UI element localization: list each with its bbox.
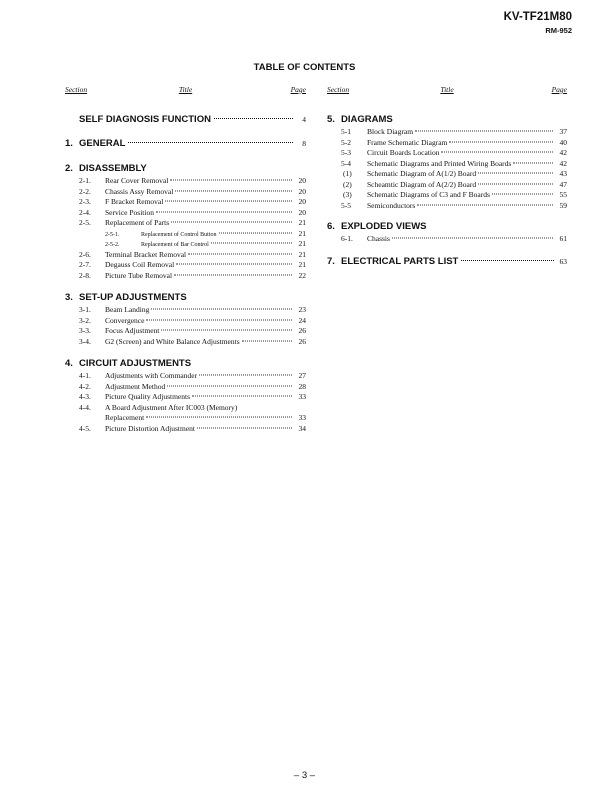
toc-item[interactable]	[65, 382, 306, 393]
toc-item[interactable]	[65, 326, 306, 337]
leader-dots	[392, 238, 553, 239]
toc-entry-electrical-parts-list[interactable]	[327, 255, 567, 269]
section-number: 4.	[65, 358, 73, 369]
toc-item[interactable]	[65, 250, 306, 261]
item-label: Adjustment Method	[105, 381, 166, 391]
entry-number: 7.	[327, 255, 335, 267]
item-page: 20	[298, 197, 306, 206]
item-label: Terminal Bracket Removal	[105, 249, 187, 259]
item-page: 24	[298, 315, 306, 325]
item-label: G2 (Screen) and White Balance Adjustments	[105, 336, 240, 346]
entry-page: 8	[302, 139, 306, 148]
item-label: Picture Quality Adjustments	[105, 392, 190, 401]
entry-label: ELECTRICAL PARTS LIST	[341, 255, 459, 267]
item-number: (3)	[343, 190, 352, 199]
item-label: F Bracket Removal	[105, 197, 164, 206]
item-page: 26	[298, 326, 306, 335]
section-number: 3.	[65, 292, 73, 303]
item-page: 22	[298, 270, 306, 280]
leader-dots	[188, 253, 292, 254]
item-page: 21	[298, 228, 306, 238]
item-label: Chassis	[367, 234, 390, 243]
item-label: Chassis Assy Removal	[105, 186, 174, 196]
item-number: 5-2	[341, 137, 351, 147]
leader-dots	[146, 417, 292, 418]
item-page: 34	[298, 423, 306, 433]
toc-section-diagrams[interactable]	[327, 113, 567, 127]
item-number: 4-5.	[79, 423, 91, 433]
leader-dots	[478, 173, 553, 174]
item-page: 27	[298, 371, 306, 380]
toc-right-column	[327, 85, 567, 269]
item-number: 5-3	[341, 148, 351, 157]
item-page: 43	[559, 169, 567, 178]
leader-dots	[167, 385, 292, 386]
item-page: 26	[298, 336, 306, 346]
item-page: 21	[298, 239, 306, 248]
toc-item-continuation[interactable]	[65, 413, 306, 424]
item-number: 2-6.	[79, 249, 91, 259]
item-label-line2: Replacement	[105, 413, 145, 422]
toc-left-column	[65, 85, 306, 434]
leader-dots	[128, 142, 293, 143]
item-label: Replacement of Control Button	[141, 231, 217, 238]
toc-item[interactable]	[65, 208, 306, 219]
leader-dots	[441, 152, 553, 153]
item-number: (1)	[343, 169, 352, 178]
item-number: 2-5.	[79, 218, 91, 227]
item-number: 2-3.	[79, 197, 91, 206]
leader-dots	[417, 204, 553, 205]
item-number: 4-3.	[79, 392, 91, 401]
leader-dots	[219, 232, 293, 233]
item-number: 2-2.	[79, 186, 91, 196]
leader-dots	[242, 340, 292, 341]
toc-item[interactable]	[65, 371, 306, 382]
toc-section-disassembly[interactable]	[65, 162, 306, 176]
toc-item[interactable]	[327, 180, 567, 191]
toc-item[interactable]	[65, 424, 306, 435]
toc-item[interactable]	[65, 176, 306, 187]
item-page: 33	[298, 413, 306, 422]
item-number: 2-5-1.	[105, 231, 120, 238]
column-header-page: Page	[290, 85, 306, 94]
item-page: 20	[298, 207, 306, 217]
item-label: Beam Landing	[105, 305, 150, 314]
item-page: 40	[559, 137, 567, 147]
leader-dots	[174, 274, 292, 275]
item-number: 3-2.	[79, 315, 91, 325]
leader-dots	[175, 190, 292, 191]
toc-item[interactable]	[327, 201, 567, 212]
leader-dots	[492, 194, 553, 195]
column-headers	[65, 85, 306, 97]
item-label: Picture Tube Removal	[105, 270, 173, 280]
page-title: TABLE OF CONTENTS	[253, 62, 356, 73]
item-label: Semiconductors	[367, 200, 416, 210]
column-header-section: Section	[327, 85, 350, 94]
entry-page: 4	[302, 115, 306, 124]
leader-dots	[214, 118, 293, 119]
leader-dots	[171, 222, 292, 223]
toc-item[interactable]	[65, 260, 306, 271]
item-number: 2-1.	[79, 176, 91, 185]
item-label: Schematic Diagram of A(1/2) Board	[367, 169, 477, 178]
item-label: Picture Distortion Adjustment	[105, 423, 195, 433]
toc-item[interactable]	[327, 138, 567, 149]
entry-label: GENERAL	[79, 138, 126, 149]
item-number: 3-4.	[79, 336, 91, 346]
toc-item[interactable]	[65, 197, 306, 208]
item-label: Schematic Diagrams and Printed Wiring Boards	[367, 158, 512, 168]
leader-dots	[161, 330, 292, 331]
section-number: 6.	[327, 221, 335, 232]
item-number: 6-1.	[341, 234, 353, 243]
item-label-line1: A Board Adjustment After IC003 (Memory)	[105, 402, 238, 412]
leader-dots	[170, 180, 292, 181]
leader-dots	[176, 264, 292, 265]
item-page: 33	[298, 392, 306, 401]
toc-section-circuit[interactable]	[65, 357, 306, 371]
leader-dots	[197, 427, 292, 428]
item-number: 5-1	[341, 127, 351, 136]
toc-item[interactable]	[65, 218, 306, 229]
item-label: Focus Adjustment	[105, 326, 160, 335]
item-page: 47	[559, 179, 567, 189]
leader-dots	[513, 162, 553, 163]
column-header-title: Title	[440, 85, 454, 94]
item-number: 2-5-2.	[105, 242, 120, 248]
item-number: 3-1.	[79, 305, 91, 314]
item-page: 42	[559, 148, 567, 157]
leader-dots	[449, 141, 553, 142]
entry-label: SELF DIAGNOSIS FUNCTION	[79, 114, 211, 125]
toc-item[interactable]	[327, 159, 567, 170]
leader-dots	[199, 375, 292, 376]
toc-item[interactable]	[65, 187, 306, 198]
leader-dots	[156, 211, 292, 212]
toc-item[interactable]	[65, 316, 306, 327]
item-number: (2)	[343, 179, 352, 189]
item-label: Frame Schematic Diagram	[367, 137, 448, 147]
section-label: DIAGRAMS	[341, 114, 393, 125]
model-number: KV-TF21M80	[503, 11, 572, 23]
toc-item[interactable]	[327, 169, 567, 180]
item-page: 23	[298, 305, 306, 314]
section-number: 2.	[65, 163, 73, 174]
item-label: Replacement of Parts	[105, 218, 170, 227]
item-page: 28	[298, 381, 306, 391]
item-label: Convergence	[105, 315, 145, 325]
entry-number: 1.	[65, 138, 73, 149]
item-page: 21	[298, 260, 306, 269]
toc-subitem[interactable]	[65, 229, 306, 240]
column-headers	[327, 85, 567, 97]
item-label: Scheamtic Diagram of A(2/2) Board	[367, 179, 477, 189]
column-header-title: Title	[178, 85, 193, 94]
leader-dots	[415, 131, 553, 132]
toc-item[interactable]	[65, 271, 306, 282]
item-page: 21	[298, 249, 306, 259]
item-number: 4-1.	[79, 371, 91, 380]
item-page: 59	[559, 200, 567, 210]
item-number: 5-5	[341, 200, 351, 210]
toc-section-setup[interactable]	[65, 291, 306, 305]
item-number: 2-8.	[79, 270, 91, 280]
item-label: Replacement of Bar Control	[141, 242, 209, 248]
item-number: 3-3.	[79, 326, 91, 335]
toc-item-multiline[interactable]	[65, 403, 306, 414]
section-label: EXPLODED VIEWS	[341, 221, 427, 232]
item-label: Schematic Diagrams of C3 and F Boards	[367, 190, 490, 199]
toc-subitem[interactable]	[65, 239, 306, 250]
item-number: 5-4	[341, 158, 351, 168]
item-page: 37	[559, 127, 567, 136]
item-label: Service Position	[105, 207, 154, 217]
section-label: SET-UP ADJUSTMENTS	[79, 292, 187, 303]
leader-dots	[165, 201, 292, 202]
item-number: 4-4.	[79, 402, 91, 412]
item-label: Adjustments with Commander	[105, 371, 198, 380]
toc-item[interactable]	[327, 127, 567, 138]
item-label: Block Diagram	[367, 127, 414, 136]
leader-dots	[151, 309, 292, 310]
toc-section-exploded-views[interactable]	[327, 220, 567, 234]
item-page: 61	[559, 234, 567, 243]
toc-item[interactable]	[65, 337, 306, 348]
item-number: 2-4.	[79, 207, 91, 217]
toc-entry-self-diagnosis[interactable]	[65, 113, 306, 127]
item-page: 21	[298, 218, 306, 227]
item-page: 20	[298, 176, 306, 185]
section-number: 5.	[327, 114, 335, 125]
entry-page: 63	[559, 256, 567, 266]
item-label: Circuit Boards Location	[367, 148, 440, 157]
item-label: Rear Cover Removal	[105, 176, 169, 185]
leader-dots	[192, 396, 292, 397]
toc-item[interactable]	[327, 148, 567, 159]
leader-dots	[478, 183, 553, 184]
toc-item[interactable]	[327, 234, 567, 245]
toc-item[interactable]	[65, 392, 306, 403]
item-label: Degauss Coil Removal	[105, 260, 175, 269]
toc-entry-general[interactable]	[65, 137, 306, 151]
column-header-page: Page	[551, 85, 567, 94]
item-page: 55	[559, 190, 567, 199]
leader-dots	[146, 319, 292, 320]
page-number: – 3 –	[293, 770, 316, 781]
item-number: 2-7.	[79, 260, 91, 269]
item-number: 4-2.	[79, 381, 91, 391]
section-label: CIRCUIT ADJUSTMENTS	[79, 358, 192, 369]
column-header-section: Section	[65, 85, 88, 94]
remote-model: RM-952	[545, 26, 572, 35]
leader-dots	[211, 243, 292, 244]
toc-item[interactable]	[327, 190, 567, 201]
leader-dots	[461, 260, 554, 261]
section-label: DISASSEMBLY	[79, 163, 147, 174]
item-page: 20	[298, 186, 306, 196]
toc-item[interactable]	[65, 305, 306, 316]
item-page: 42	[559, 158, 567, 168]
